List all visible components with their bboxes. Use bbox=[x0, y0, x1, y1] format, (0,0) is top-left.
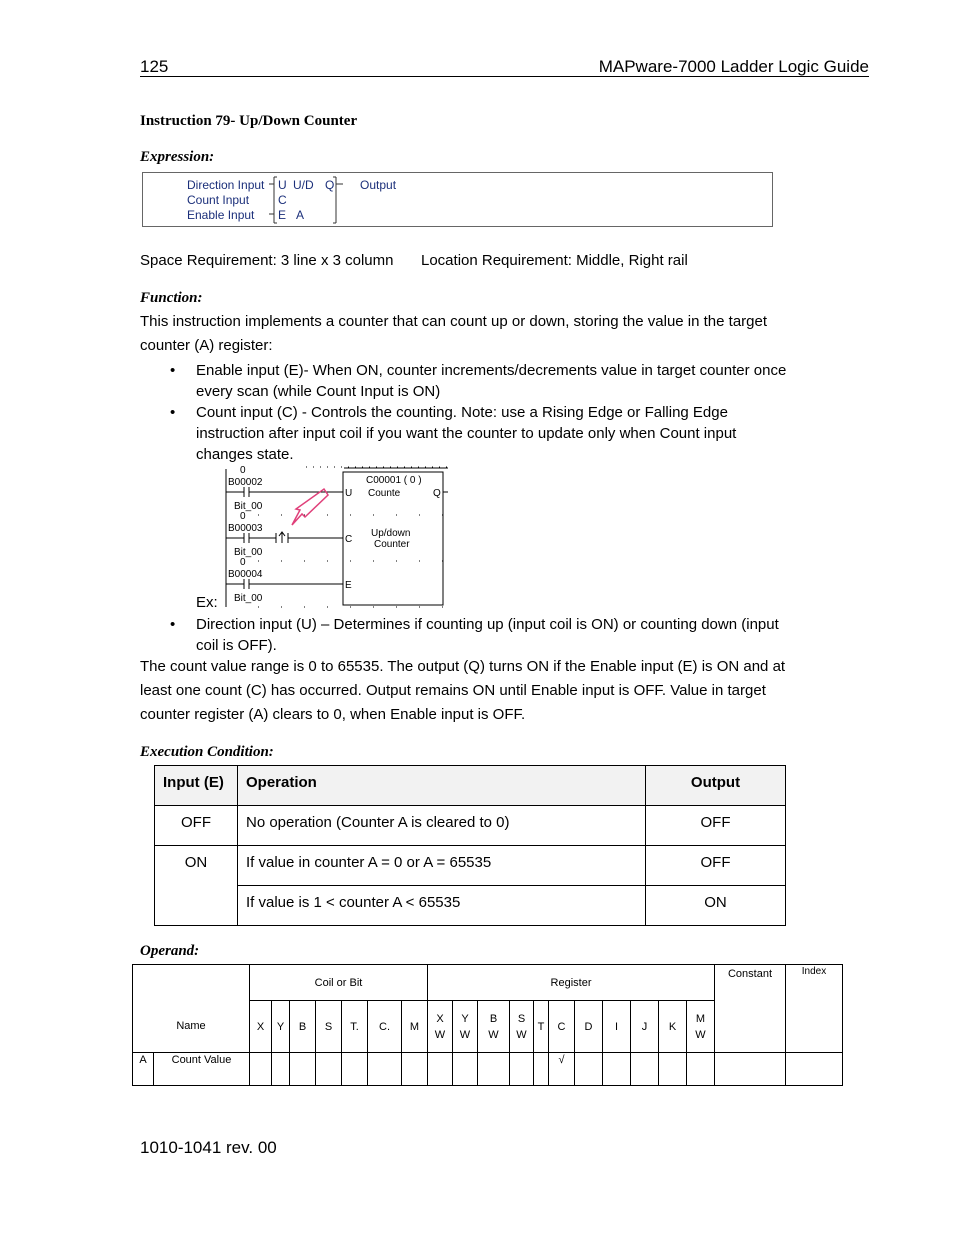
table-row bbox=[133, 1053, 843, 1086]
reg-col-letter: M bbox=[695, 1012, 706, 1025]
pin-u: U bbox=[278, 178, 287, 192]
reg-col-letter: B bbox=[489, 1012, 498, 1025]
cell-operation: No operation (Counter A is cleared to 0) bbox=[238, 806, 646, 846]
coil-col-x: X bbox=[250, 1001, 272, 1053]
execution-heading: Execution Condition: bbox=[140, 744, 274, 760]
location-requirement: Location Requirement: Middle, Right rail bbox=[421, 252, 688, 269]
ladder-example bbox=[224, 465, 450, 615]
cell bbox=[687, 1053, 715, 1086]
rung3-tag: Bit_00 bbox=[234, 593, 263, 604]
space-requirement: Space Requirement: 3 line x 3 column bbox=[140, 252, 394, 269]
cell bbox=[575, 1053, 603, 1086]
cell-operation: If value is 1 < counter A < 65535 bbox=[238, 886, 646, 926]
cell bbox=[510, 1053, 534, 1086]
cell-output: ON bbox=[646, 886, 786, 926]
reg-col-letter: Y bbox=[461, 1012, 469, 1025]
cell bbox=[250, 1053, 272, 1086]
coil-col-y: Y bbox=[272, 1001, 290, 1053]
cell-input: ON bbox=[155, 846, 238, 926]
operand-table bbox=[132, 964, 843, 1086]
arrow-icon bbox=[292, 489, 328, 525]
count-input-label: Count Input bbox=[187, 193, 250, 207]
rung1-top-value: 0 bbox=[240, 465, 246, 476]
function-intro: This instruction implements a counter that can count up or down, storing the value in the target counter (A) register: bbox=[140, 313, 768, 354]
example-label: Ex: bbox=[196, 594, 218, 611]
col-output: Output bbox=[646, 766, 786, 806]
function-summary: The count value range is 0 to 65535. The output (Q) turns ON if the Enable input (E) is ON and at least one count (C) has occurred. Output remains ON until Enable input is OFF. Value in target counter register (A) clears to 0, when Enable input is OFF. bbox=[140, 658, 786, 723]
header-rule bbox=[140, 76, 869, 77]
group-register: Register bbox=[428, 965, 715, 1001]
reg-col-k: K bbox=[659, 1001, 687, 1053]
rung2-address: B00003 bbox=[228, 523, 263, 534]
cell bbox=[290, 1053, 316, 1086]
counter-name-line1: Up/down bbox=[371, 528, 411, 539]
table-row bbox=[155, 886, 786, 926]
instruction-title: Instruction 79- Up/Down Counter bbox=[140, 113, 358, 129]
col-operation: Operation bbox=[238, 766, 646, 806]
counter-name-line2: Counter bbox=[374, 539, 410, 550]
reg-col-letter: S bbox=[517, 1012, 526, 1025]
operand-heading: Operand: bbox=[140, 943, 200, 959]
reg-col-suffix: W bbox=[488, 1028, 499, 1041]
coil-col-b: B bbox=[290, 1001, 316, 1053]
page-number: 125 bbox=[140, 57, 169, 76]
coil-col-c: C. bbox=[368, 1001, 402, 1053]
enable-input-label: Enable Input bbox=[187, 208, 255, 222]
box-q-label: Q bbox=[325, 178, 335, 192]
pin-c-label: C bbox=[345, 534, 353, 545]
box-ud-label: U/D bbox=[293, 178, 314, 192]
reg-col-mw bbox=[687, 1001, 715, 1053]
cell-operation: If value in counter A = 0 or A = 65535 bbox=[238, 846, 646, 886]
function-bullets bbox=[170, 360, 796, 465]
guide-title: MAPware-7000 Ladder Logic Guide bbox=[598, 57, 869, 76]
output-label: Output bbox=[360, 178, 397, 192]
rung2-top-value: 0 bbox=[240, 511, 246, 522]
operand-id: A bbox=[133, 1053, 154, 1086]
cell bbox=[659, 1053, 687, 1086]
table-row bbox=[155, 846, 786, 886]
pin-e: E bbox=[278, 208, 287, 222]
cell bbox=[342, 1053, 368, 1086]
reg-col-i: I bbox=[603, 1001, 631, 1053]
group-index: Index bbox=[786, 965, 843, 1053]
reg-col-xw bbox=[428, 1001, 453, 1053]
function-bullets-cont bbox=[170, 614, 796, 656]
cell bbox=[534, 1053, 549, 1086]
reg-col-c: C bbox=[549, 1001, 575, 1053]
reg-col-t: T bbox=[534, 1001, 549, 1053]
table-row bbox=[155, 806, 786, 846]
reg-col-yw bbox=[453, 1001, 478, 1053]
cell bbox=[368, 1053, 402, 1086]
reg-col-d: D bbox=[575, 1001, 603, 1053]
counter-q-pin: Q bbox=[433, 488, 441, 499]
rung3-top-value: 0 bbox=[240, 557, 246, 568]
check-mark-c: √ bbox=[549, 1053, 575, 1086]
reg-col-bw bbox=[478, 1001, 510, 1053]
box-a-label: A bbox=[296, 208, 305, 222]
reg-col-suffix: W bbox=[695, 1028, 706, 1041]
bullet-count-input: • Count input (C) - Controls the counting. Note: use a Rising Edge or Falling Edge instruction after input coil if you want the counter to update only when Count input changes state. bbox=[170, 402, 796, 465]
cell-output: OFF bbox=[646, 846, 786, 886]
direction-input-label: Direction Input bbox=[187, 178, 265, 192]
cell-input: OFF bbox=[155, 806, 238, 846]
reg-col-suffix: W bbox=[459, 1028, 471, 1041]
reg-col-suffix: W bbox=[434, 1028, 446, 1041]
coil-col-m: M bbox=[402, 1001, 428, 1053]
cell bbox=[272, 1053, 290, 1086]
coil-col-t: T. bbox=[342, 1001, 368, 1053]
cell bbox=[428, 1053, 453, 1086]
cell bbox=[603, 1053, 631, 1086]
cell bbox=[715, 1053, 786, 1086]
name-header-top bbox=[133, 965, 250, 1001]
cell bbox=[631, 1053, 659, 1086]
reg-col-j: J bbox=[631, 1001, 659, 1053]
counter-sub: Counte bbox=[368, 488, 401, 499]
col-input: Input (E) bbox=[155, 766, 238, 806]
name-header: Name bbox=[133, 1001, 250, 1053]
function-heading: Function: bbox=[140, 290, 203, 306]
rung2-tag: Bit_00 bbox=[234, 547, 263, 558]
bullet-enable-input: • Enable input (E)- When ON, counter increments/decrements value in target counter once every scan (while Count Input is ON) bbox=[170, 360, 796, 402]
rung1-tag: Bit_00 bbox=[234, 501, 263, 512]
expression-diagram bbox=[143, 173, 774, 228]
cell bbox=[786, 1053, 843, 1086]
pin-c: C bbox=[278, 193, 287, 207]
pin-u-label: U bbox=[345, 488, 353, 499]
group-coil: Coil or Bit bbox=[250, 965, 428, 1001]
group-constant: Constant bbox=[715, 965, 786, 1053]
rung1-address: B00002 bbox=[228, 477, 263, 488]
reg-col-sw bbox=[510, 1001, 534, 1053]
cell bbox=[478, 1053, 510, 1086]
bullet-direction-input: • Direction input (U) – Determines if counting up (input coil is ON) or counting down (input coil is OFF). bbox=[170, 614, 796, 656]
reg-col-suffix: W bbox=[516, 1028, 527, 1041]
execution-table bbox=[154, 765, 786, 926]
footer-revision: 1010-1041 rev. 00 bbox=[140, 1138, 277, 1157]
expression-box bbox=[142, 172, 773, 227]
operand-name: Count Value bbox=[154, 1053, 250, 1086]
counter-address: C00001 ( 0 ) bbox=[366, 475, 422, 486]
reg-col-letter: X bbox=[436, 1012, 444, 1025]
cell bbox=[453, 1053, 478, 1086]
cell-output: OFF bbox=[646, 806, 786, 846]
cell bbox=[402, 1053, 428, 1086]
cell bbox=[316, 1053, 342, 1086]
rung3-address: B00004 bbox=[228, 569, 263, 580]
coil-col-s: S bbox=[316, 1001, 342, 1053]
pin-e-label: E bbox=[345, 580, 352, 591]
ladder-diagram bbox=[224, 465, 450, 610]
expression-heading: Expression: bbox=[140, 149, 215, 165]
